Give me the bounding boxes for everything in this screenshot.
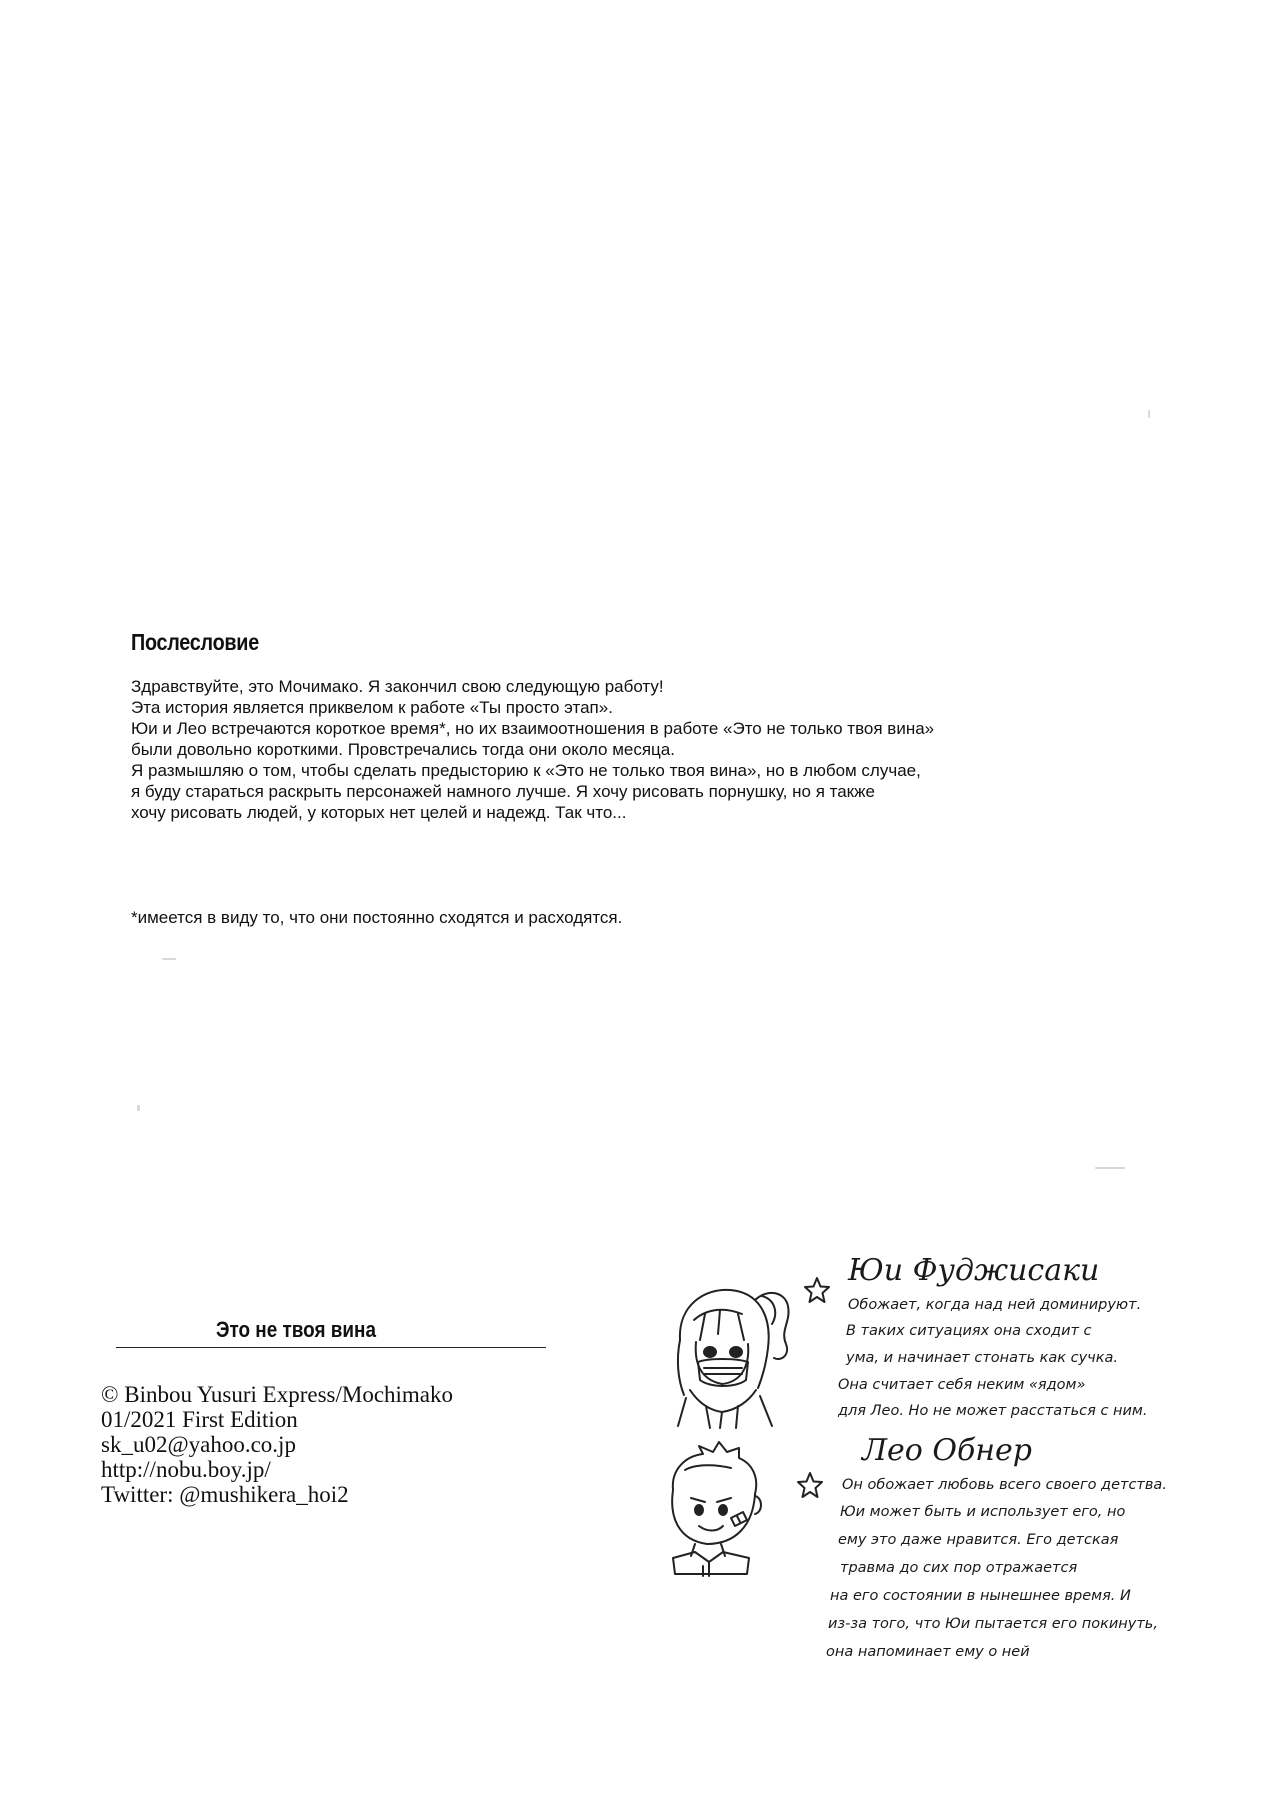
leo-description-line: она напоминает ему о ней bbox=[826, 1644, 1030, 1660]
website-line: http://nobu.boy.jp/ bbox=[101, 1457, 271, 1482]
twitter-line: Twitter: @mushikera_hoi2 bbox=[101, 1482, 349, 1507]
scan-speck bbox=[1095, 1167, 1125, 1169]
yui-description-line: для Лео. Но не может расстаться с ним. bbox=[838, 1403, 1148, 1419]
yui-description-line: В таких ситуациях она сходит с bbox=[846, 1323, 1092, 1339]
afterword-section bbox=[131, 628, 1091, 823]
afterword-body bbox=[131, 676, 1091, 823]
afterword-footnote: *имеется в виду то, что они постоянно сходятся и расходятся. bbox=[131, 908, 623, 927]
leo-description-line: из-за того, что Юи пытается его покинуть, bbox=[828, 1616, 1158, 1632]
leo-portrait bbox=[655, 1440, 775, 1580]
afterword-line: Я размышляю о том, чтобы сделать предысторию к «Это не только твоя вина», но в любом случае, bbox=[131, 761, 921, 780]
star-icon bbox=[802, 1275, 832, 1305]
leo-description-line: травма до сих пор отражается bbox=[840, 1560, 1078, 1576]
scan-speck bbox=[137, 1105, 140, 1111]
title-divider bbox=[116, 1347, 546, 1348]
book-title: Это не твоя вина bbox=[216, 1317, 376, 1342]
copyright-line: © Binbou Yusuri Express/Mochimako bbox=[101, 1382, 454, 1407]
email-line: sk_u02@yahoo.co.jp bbox=[101, 1432, 296, 1457]
afterword-line: Эта история является приквелом к работе «Ты просто этап». bbox=[131, 698, 613, 717]
leo-description-line: Юи может быть и использует его, но bbox=[840, 1504, 1126, 1520]
leo-name: Лео Обнер bbox=[862, 1433, 1033, 1468]
afterword-line: я буду стараться раскрыть персонажей намного лучше. Я хочу рисовать порнушку, но я также bbox=[131, 782, 875, 801]
yui-portrait bbox=[650, 1270, 800, 1430]
afterword-line: были довольно короткими. Провстречались тогда они около месяца. bbox=[131, 740, 675, 759]
yui-description-line: Она считает себя неким «ядом» bbox=[838, 1377, 1086, 1393]
afterword-line: Здравствуйте, это Мочимако. Я закончил свою следующую работу! bbox=[131, 677, 664, 696]
scan-speck bbox=[162, 958, 176, 960]
leo-description-line: Он обожает любовь всего своего детства. bbox=[842, 1477, 1167, 1493]
colophon-block bbox=[101, 1382, 453, 1507]
yui-description-line: Обожает, когда над ней доминируют. bbox=[848, 1297, 1142, 1313]
afterword-title: Послесловие bbox=[131, 629, 259, 655]
star-icon bbox=[795, 1470, 825, 1500]
afterword-line: хочу рисовать людей, у которых нет целей и надежд. Так что... bbox=[131, 803, 627, 822]
afterword-line: Юи и Лео встречаются короткое время*, но их взаимоотношения в работе «Это не только твоя вина» bbox=[131, 719, 935, 738]
edition-line: 01/2021 First Edition bbox=[101, 1407, 298, 1432]
yui-description-line: ума, и начинает стонать как сучка. bbox=[846, 1350, 1118, 1366]
leo-description-line: на его состоянии в нынешнее время. И bbox=[830, 1588, 1131, 1604]
yui-name: Юи Фуджисаки bbox=[848, 1253, 1100, 1288]
leo-description-line: ему это даже нравится. Его детская bbox=[838, 1532, 1119, 1548]
scan-speck bbox=[1148, 410, 1150, 418]
